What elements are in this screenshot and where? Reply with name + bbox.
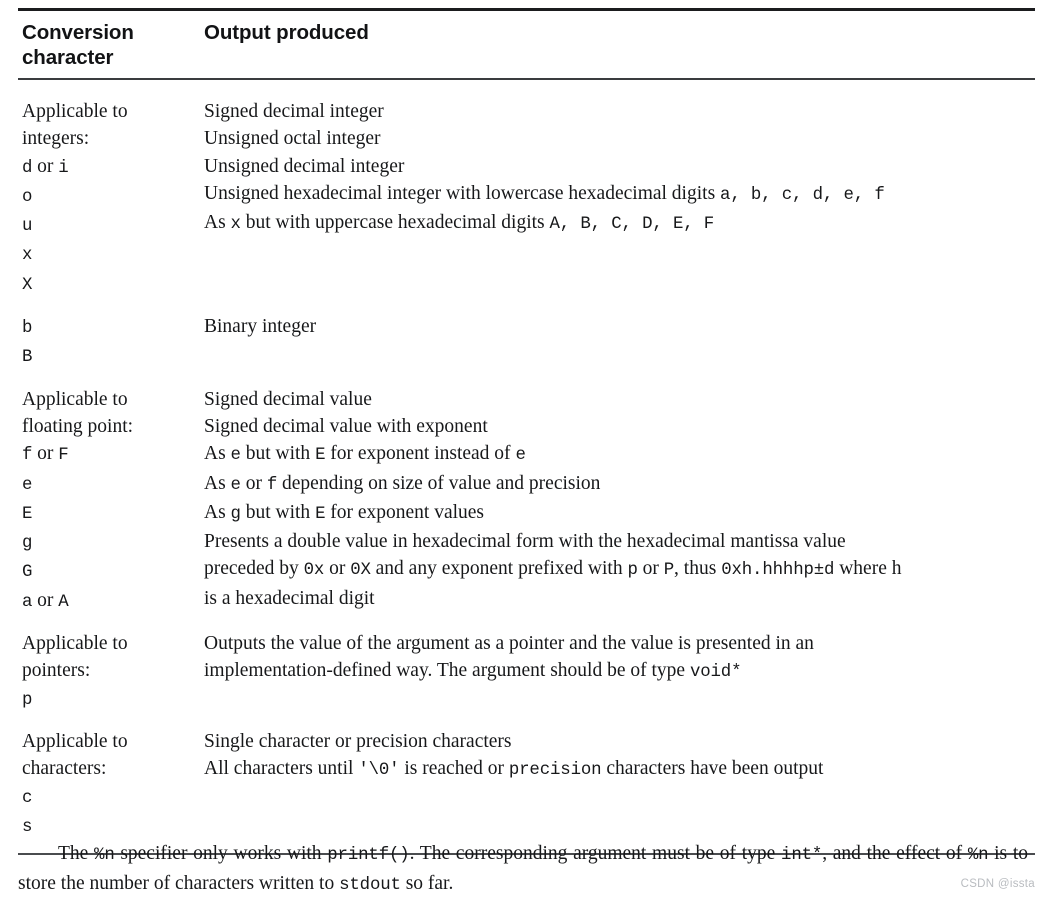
conversion-character-line (22, 342, 204, 371)
table-row (22, 716, 1035, 843)
code-span: %n (967, 845, 989, 865)
output-produced-line (204, 440, 1035, 469)
output-produced-line (204, 555, 1035, 584)
text-span: but with (240, 443, 316, 465)
output-produced-line (204, 125, 1035, 152)
text-span: Applicable to (22, 633, 128, 655)
code-span: b (22, 319, 33, 339)
table-header (18, 11, 1035, 78)
output-produced-line (204, 470, 1035, 499)
table-row (22, 618, 1035, 716)
code-span: X (22, 275, 33, 295)
column-header-line: Conversion (22, 21, 134, 44)
code-span: g (230, 504, 241, 524)
text-span: As (204, 212, 231, 234)
column-header-output-produced: Output produced (204, 21, 369, 44)
code-span: precision (508, 761, 602, 781)
text-span: Applicable to (22, 730, 128, 752)
conversion-character-line (22, 470, 204, 499)
output-produced-line (204, 386, 1035, 413)
text-span: All characters until (204, 758, 359, 780)
conversion-character-line (22, 812, 204, 841)
text-span: . The corresponding argument must be of type (409, 842, 782, 864)
code-span: E (315, 446, 326, 466)
text-span: characters: (22, 758, 107, 780)
code-span: g (22, 534, 33, 554)
conversion-character-line (22, 587, 204, 616)
code-span: 0X (350, 561, 371, 581)
text-span: Unsigned decimal integer (204, 155, 405, 177)
text-span: The (58, 842, 95, 864)
code-span: 0xh.hhhhp±d (721, 561, 835, 581)
text-span: implementation-defined way. The argument should be of type (204, 660, 690, 682)
conversion-character-line (22, 313, 204, 342)
table-row (22, 301, 1035, 374)
output-produced-line (204, 153, 1035, 180)
code-span: int* (781, 845, 823, 865)
output-produced-line (204, 755, 1035, 784)
text-span: pointers: (22, 660, 91, 682)
text-span: Applicable to (22, 388, 128, 410)
output-produced-line (204, 657, 1035, 686)
cell-output-produced (204, 313, 1035, 340)
cell-output-produced (204, 386, 1035, 612)
text-span: Unsigned octal integer (204, 128, 381, 150)
text-span: where h (834, 558, 902, 580)
code-span: E (22, 504, 33, 524)
text-span: for exponent instead of (325, 443, 516, 465)
text-span: Signed decimal integer (204, 101, 384, 122)
text-span: and any exponent prefixed with (370, 558, 628, 580)
code-span: o (22, 187, 33, 207)
text-span: or (240, 472, 267, 494)
text-span: is reached or (399, 758, 509, 780)
code-span: x (22, 246, 33, 266)
table-row (22, 374, 1035, 618)
code-span: p (627, 561, 638, 581)
text-span: so far. (400, 872, 454, 894)
table-body (18, 80, 1035, 853)
text-span: floating point: (22, 415, 134, 437)
conversion-character-line (22, 413, 204, 440)
code-span: e (22, 475, 33, 495)
text-span: Signed decimal value (204, 388, 372, 410)
conversion-character-line (22, 657, 204, 684)
conversion-character-line (22, 783, 204, 812)
text-span: characters have been output (601, 758, 824, 780)
text-span: or (32, 443, 59, 465)
code-span: e (230, 475, 241, 495)
code-span: a (22, 592, 33, 612)
cell-output-produced (204, 98, 1035, 238)
code-span: e (230, 446, 241, 466)
conversion-character-line (22, 528, 204, 557)
text-span: depending on size of value and precision (277, 472, 601, 494)
text-span: Presents a double value in hexadecimal form with the hexadecimal mantissa value (204, 531, 846, 553)
text-span: but with (240, 501, 316, 523)
code-span: u (22, 217, 33, 237)
text-span: As (204, 501, 231, 523)
conversion-character-line (22, 270, 204, 299)
conversion-character-line (22, 386, 204, 413)
text-span: Outputs the value of the argument as a pointer and the value is presented in an (204, 633, 814, 655)
output-produced-line (204, 630, 1035, 657)
code-span: A, B, C, D, E, F (549, 215, 715, 235)
code-span: stdout (339, 875, 401, 895)
cell-output-produced (204, 630, 1035, 687)
code-span: printf() (327, 845, 410, 865)
code-span: f (266, 475, 278, 495)
cell-output-produced (204, 728, 1035, 785)
text-span: Binary integer (204, 316, 317, 338)
code-span: e (515, 446, 526, 466)
code-span: P (663, 561, 675, 581)
code-span: s (22, 817, 33, 837)
text-span: specifier only works with (114, 842, 328, 864)
code-span: c (22, 788, 33, 808)
text-span: preceded by (204, 558, 304, 580)
cell-conversion-character (22, 728, 204, 841)
text-span: Single character or precision characters (204, 730, 512, 752)
watermark-label: CSDN @issta (960, 878, 1035, 890)
code-span: p (22, 690, 33, 710)
conversion-character-line (22, 153, 204, 182)
code-span: B (22, 348, 33, 368)
text-span: , and the effect of (822, 842, 968, 864)
conversion-character-line (22, 98, 204, 125)
code-span: i (58, 158, 69, 178)
code-span: d (22, 158, 33, 178)
output-produced-line (204, 180, 1035, 209)
conversion-character-line (22, 728, 204, 755)
conversion-character-line (22, 630, 204, 657)
output-produced-line (204, 313, 1035, 340)
text-span: or (324, 558, 351, 580)
column-header-conversion-character (22, 20, 204, 70)
code-span: E (315, 504, 326, 524)
code-span: A (58, 592, 69, 612)
conversion-character-table (18, 8, 1035, 855)
output-produced-line (204, 585, 1035, 612)
cell-conversion-character (22, 386, 204, 616)
text-span: for exponent values (325, 501, 485, 523)
text-span: As (204, 443, 231, 465)
conversion-character-line (22, 240, 204, 269)
text-span: is a hexadecimal digit (204, 587, 375, 609)
text-span: , thus (674, 558, 722, 580)
output-produced-line (204, 209, 1035, 238)
conversion-character-line (22, 211, 204, 240)
text-span: As (204, 472, 231, 494)
conversion-character-line (22, 685, 204, 714)
code-span: 0x (303, 561, 325, 581)
conversion-character-line (22, 755, 204, 782)
conversion-character-line (22, 182, 204, 211)
output-produced-line (204, 728, 1035, 755)
code-span: F (58, 446, 69, 466)
cell-conversion-character (22, 630, 204, 714)
text-span: or (637, 558, 664, 580)
text-span: but with uppercase hexadecimal digits (240, 212, 550, 234)
text-span: Signed decimal value with exponent (204, 415, 488, 437)
conversion-character-line (22, 125, 204, 152)
text-span: or (32, 589, 59, 611)
trailing-note-paragraph (18, 840, 1028, 900)
cell-conversion-character (22, 98, 204, 299)
text-span: is to store the number of characters written to (18, 842, 1028, 894)
code-span: x (230, 215, 241, 235)
column-header-line: character (22, 46, 114, 69)
output-produced-line (204, 499, 1035, 528)
text-span: or (32, 155, 59, 177)
cell-conversion-character (22, 313, 204, 372)
output-produced-line (204, 413, 1035, 440)
text-span: integers: (22, 128, 90, 150)
output-produced-line (204, 528, 1035, 555)
code-span: '\0' (358, 761, 400, 781)
conversion-character-line (22, 499, 204, 528)
text-span: Applicable to (22, 101, 128, 122)
conversion-character-line (22, 557, 204, 586)
text-span: Unsigned hexadecimal integer with lowercase hexadecimal digits (204, 182, 721, 204)
code-span: void* (689, 663, 742, 683)
table-row (22, 84, 1035, 301)
code-span: f (22, 446, 33, 466)
code-span: G (22, 563, 33, 583)
output-produced-line (204, 98, 1035, 125)
conversion-character-line (22, 440, 204, 469)
code-span: a, b, c, d, e, f (720, 185, 885, 205)
code-span: %n (94, 845, 115, 865)
